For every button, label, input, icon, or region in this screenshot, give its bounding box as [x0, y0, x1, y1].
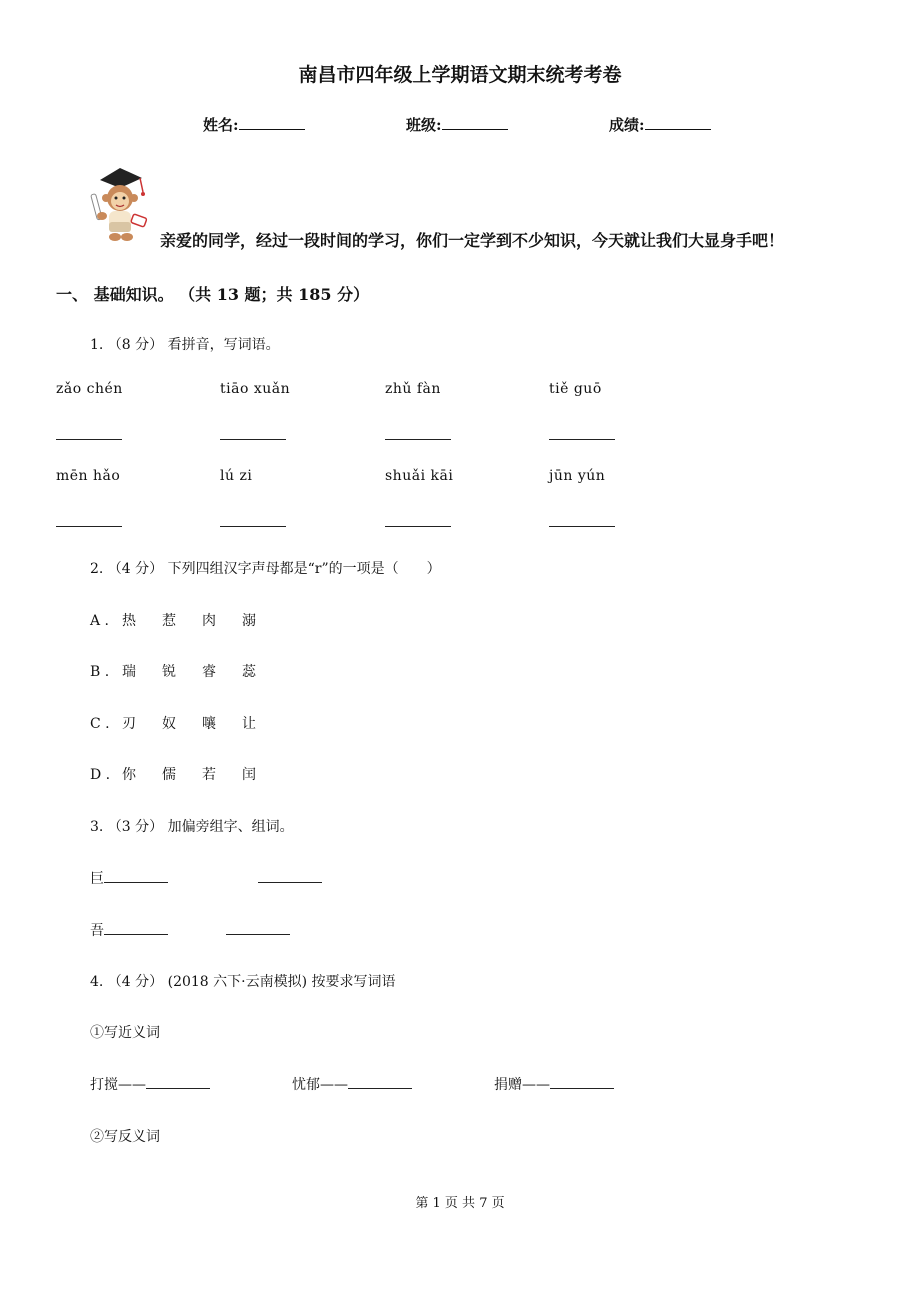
base-char: 吾	[90, 923, 104, 939]
base-char: 巨	[90, 871, 104, 887]
answer-blank-6[interactable]	[220, 526, 286, 527]
option-char: 让	[242, 716, 256, 732]
synonym-heading: ①写近义词	[90, 1025, 160, 1041]
option-char: 儒	[162, 767, 176, 783]
option-letter: D .	[90, 767, 111, 783]
antonym-heading: ②写反义词	[90, 1129, 160, 1145]
option-char: 若	[202, 767, 216, 783]
radical-row-2	[90, 920, 168, 940]
synonym-item-3	[494, 1074, 614, 1094]
score-field[interactable]	[609, 114, 711, 135]
class-label: 班级:	[406, 116, 442, 134]
option-char: 锐	[162, 664, 176, 680]
option-d[interactable]	[90, 764, 282, 784]
answer-blank[interactable]	[550, 1074, 614, 1089]
pinyin-7: shuǎi kāi	[385, 468, 454, 484]
answer-blank-3[interactable]	[385, 439, 451, 440]
option-char: 睿	[202, 664, 216, 680]
name-blank[interactable]	[239, 115, 305, 130]
option-char: 闰	[242, 767, 256, 783]
answer-blank[interactable]	[348, 1074, 412, 1089]
option-letter: A .	[90, 613, 110, 629]
option-char: 蕊	[242, 664, 256, 680]
answer-blank-7[interactable]	[385, 526, 451, 527]
answer-blank-8[interactable]	[549, 526, 615, 527]
synonym-item-2	[292, 1074, 412, 1094]
question-2-stem: 2. （4 分） 下列四组汉字声母都是“r”的一项是（ ）	[90, 561, 441, 577]
page-title: 南昌市四年级上学期语文期末统考考卷	[298, 64, 622, 86]
word-label: 打搅——	[90, 1077, 146, 1093]
word-label: 忧郁——	[292, 1077, 348, 1093]
answer-blank-1[interactable]	[56, 439, 122, 440]
option-char: 你	[122, 767, 136, 783]
option-char: 刃	[122, 716, 136, 732]
name-field[interactable]	[203, 114, 305, 135]
option-letter: C .	[90, 716, 110, 732]
pinyin-6: lú zi	[220, 468, 253, 484]
option-char: 溺	[242, 613, 256, 629]
pinyin-4: tiě guō	[549, 381, 602, 397]
option-char: 奴	[162, 716, 176, 732]
answer-blank[interactable]	[104, 868, 168, 883]
option-a[interactable]	[90, 610, 282, 630]
question-4-stem: 4. （4 分） (2018 六下·云南模拟) 按要求写词语	[90, 974, 396, 990]
option-char: 嚷	[202, 716, 216, 732]
option-char: 肉	[202, 613, 216, 629]
answer-blank-5[interactable]	[56, 526, 122, 527]
answer-blank[interactable]	[146, 1074, 210, 1089]
option-letter: B .	[90, 664, 110, 680]
answer-blank-2[interactable]	[220, 439, 286, 440]
pinyin-3: zhǔ fàn	[385, 381, 441, 397]
synonym-item-1	[90, 1074, 210, 1094]
option-c[interactable]	[90, 713, 282, 733]
class-blank[interactable]	[442, 115, 508, 130]
option-char: 惹	[162, 613, 176, 629]
radical-row-1	[90, 868, 168, 888]
answer-blank[interactable]	[226, 920, 290, 935]
question-1-stem: 1. （8 分） 看拼音，写词语。	[90, 337, 280, 353]
option-char: 瑞	[122, 664, 136, 680]
option-char: 热	[122, 613, 136, 629]
pinyin-1: zǎo chén	[56, 381, 123, 397]
pinyin-5: mēn hǎo	[56, 468, 121, 484]
score-label: 成绩:	[609, 116, 645, 134]
score-blank[interactable]	[645, 115, 711, 130]
question-3-stem: 3. （3 分） 加偏旁组字、组词。	[90, 819, 294, 835]
page-footer: 第 1 页 共 7 页	[415, 1196, 505, 1211]
section-1-heading: 一、 基础知识。 （共 13 题；共 185 分）	[56, 285, 370, 304]
answer-blank-4[interactable]	[549, 439, 615, 440]
class-field[interactable]	[406, 114, 508, 135]
mascot-image	[86, 164, 154, 248]
option-b[interactable]	[90, 661, 282, 681]
name-label: 姓名:	[203, 116, 239, 134]
pinyin-8: jūn yún	[549, 468, 606, 484]
answer-blank[interactable]	[258, 868, 322, 883]
word-label: 捐赠——	[494, 1077, 550, 1093]
answer-blank[interactable]	[104, 920, 168, 935]
greeting-text: 亲爱的同学，经过一段时间的学习，你们一定学到不少知识，今天就让我们大显身手吧！	[160, 231, 785, 250]
pinyin-2: tiāo xuǎn	[220, 381, 291, 397]
